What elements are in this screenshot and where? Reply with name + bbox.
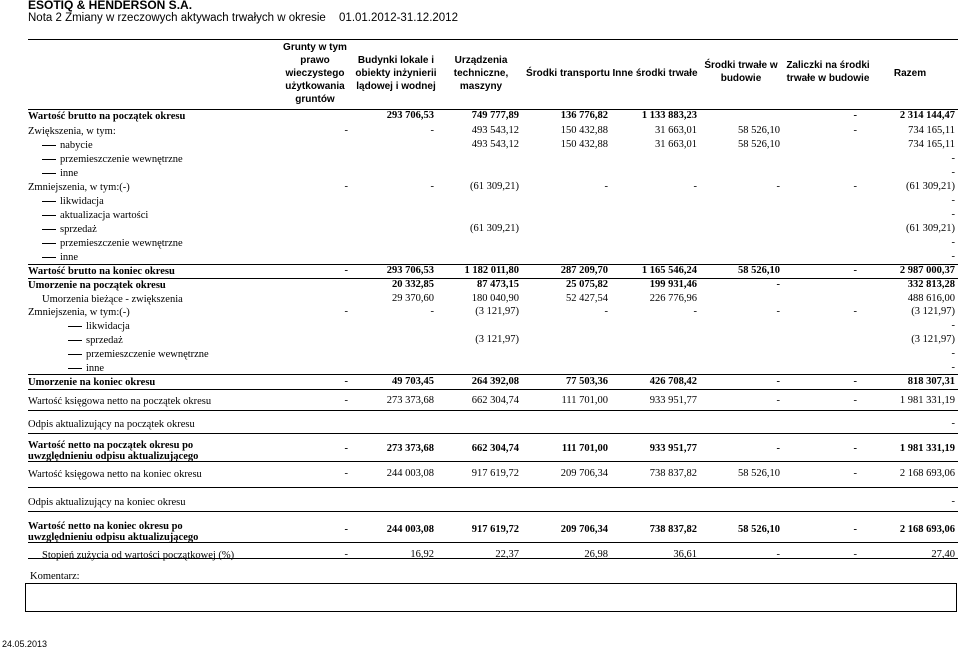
- cell-value: -: [853, 395, 857, 406]
- row-label-text: przemieszczenie wewnętrzne: [60, 154, 183, 165]
- cell-value: 29 370,60: [392, 293, 434, 304]
- cell-value: 58 526,10: [738, 125, 780, 136]
- row-label-text: inne: [86, 363, 105, 374]
- cell-value: -: [951, 209, 955, 220]
- cell-value: 180 040,90: [471, 293, 519, 304]
- company-name: ESOTIQ & HENDERSON S.A.: [28, 0, 193, 12]
- table-row: [28, 521, 958, 541]
- row-label: [28, 418, 195, 432]
- row-label: [28, 496, 185, 510]
- cell-value: -: [853, 468, 857, 479]
- note-period: 01.01.2012-31.12.2012: [339, 12, 458, 24]
- cell-value: (61 309,21): [906, 181, 955, 192]
- cell-value: 1 133 883,23: [641, 110, 697, 121]
- cell-value: (3 121,97): [911, 334, 955, 345]
- cell-value: (3 121,97): [475, 306, 519, 317]
- cell-value: -: [951, 251, 955, 262]
- cell-value: 199 931,46: [649, 279, 697, 290]
- cell-value: 933 951,77: [649, 443, 697, 454]
- cell-value: -: [853, 549, 857, 560]
- dash-bullet: [42, 229, 56, 230]
- row-label-text: Umorzenie na koniec okresu: [28, 377, 156, 388]
- cell-value: 662 304,74: [471, 395, 519, 406]
- table-row: [28, 110, 958, 124]
- row-label-text: przemieszczenie wewnętrzne: [86, 349, 209, 360]
- cell-value: -: [951, 237, 955, 248]
- cell-value: 150 432,88: [560, 125, 608, 136]
- cell-value: 58 526,10: [738, 468, 780, 479]
- cell-value: -: [951, 167, 955, 178]
- cell-value: 31 663,01: [655, 125, 697, 136]
- row-label-text: Wartość księgowa netto na początek okresu: [28, 396, 212, 407]
- row-label: [42, 549, 234, 563]
- cell-value: -: [430, 181, 434, 192]
- table-row: [28, 348, 958, 362]
- cell-value: 209 706,34: [560, 524, 608, 535]
- cell-value: 1 182 011,80: [464, 265, 519, 276]
- cell-value: (3 121,97): [475, 334, 519, 345]
- cell-value: 662 304,74: [471, 443, 519, 454]
- cell-value: 273 373,68: [386, 443, 434, 454]
- cell-value: 1 165 546,24: [641, 265, 697, 276]
- row-label: [42, 139, 93, 153]
- row-label-text: Zmniejszenia, w tym:(-): [28, 182, 130, 193]
- row-label: [42, 251, 78, 265]
- cell-value: -: [951, 320, 955, 331]
- table-row: [28, 440, 958, 460]
- cell-value: 27,40: [931, 549, 955, 560]
- cell-value: 31 663,01: [655, 139, 697, 150]
- note-title-text: Nota 2 Zmiany w rzeczowych aktywach trwałych w okresie: [28, 12, 326, 24]
- row-label: [28, 181, 130, 195]
- row-label: [28, 521, 238, 543]
- cell-value: (61 309,21): [470, 181, 519, 192]
- cell-value: -: [776, 443, 780, 454]
- table-rule: [28, 433, 958, 434]
- table-row: [28, 334, 958, 348]
- row-label: [42, 223, 97, 237]
- cell-value: -: [430, 125, 434, 136]
- cell-value: 734 165,11: [908, 125, 955, 136]
- dash-bullet: [68, 368, 82, 369]
- cell-value: 49 703,45: [392, 376, 434, 387]
- row-label-text: inne: [60, 252, 79, 263]
- cell-value: -: [430, 306, 434, 317]
- dash-bullet: [68, 326, 82, 327]
- row-label-text: Wartość netto na początek okresu po uwzględnieniu odpisu aktualizującego: [28, 440, 199, 462]
- cell-value: (61 309,21): [470, 223, 519, 234]
- table-rule: [28, 487, 958, 488]
- table-rule: [28, 461, 958, 462]
- table-row: [28, 376, 958, 390]
- cell-value: 2 168 693,06: [899, 524, 955, 535]
- cell-value: 111 701,00: [561, 443, 608, 454]
- row-label: [42, 167, 78, 181]
- cell-value: 2 314 144,47: [899, 110, 955, 121]
- cell-value: 58 526,10: [738, 139, 780, 150]
- row-label-text: sprzedaż: [86, 335, 123, 346]
- cell-value: -: [776, 549, 780, 560]
- dash-bullet: [42, 145, 56, 146]
- cell-value: -: [693, 181, 697, 192]
- table-row: [28, 306, 958, 320]
- cell-value: -: [344, 468, 348, 479]
- cell-value: 738 837,82: [649, 468, 697, 479]
- cell-value: 493 543,12: [471, 125, 519, 136]
- cell-value: 58 526,10: [738, 524, 780, 535]
- cell-value: -: [853, 181, 857, 192]
- table-row: [28, 549, 958, 563]
- row-label: [28, 440, 238, 462]
- table-row: [28, 223, 958, 237]
- row-label: [28, 468, 202, 482]
- cell-value: 287 209,70: [560, 265, 608, 276]
- table-row: [28, 496, 958, 510]
- cell-value: -: [344, 306, 348, 317]
- table-rule: [28, 511, 958, 512]
- cell-value: 244 003,08: [386, 468, 434, 479]
- row-label: [28, 376, 155, 390]
- row-label-text: Odpis aktualizujący na koniec okresu: [28, 497, 186, 508]
- table-row: [28, 139, 958, 153]
- dash-bullet: [42, 215, 56, 216]
- cell-value: 16,92: [410, 549, 434, 560]
- cell-value: 488 616,00: [907, 293, 955, 304]
- table-rule: [28, 558, 958, 559]
- footer-date: 24.05.2013: [2, 639, 48, 649]
- cell-value: -: [776, 181, 780, 192]
- cell-value: -: [344, 524, 348, 535]
- header-top-rule: [28, 39, 958, 40]
- cell-value: 738 837,82: [649, 524, 697, 535]
- column-header: Budynki lokale i obiekty inżynierii lądowej i wodnej: [355, 55, 437, 92]
- cell-value: 917 619,72: [471, 468, 519, 479]
- cell-value: 111 701,00: [561, 395, 608, 406]
- table-row: [28, 181, 958, 195]
- dash-bullet: [68, 354, 82, 355]
- cell-value: 58 526,10: [738, 265, 780, 276]
- cell-value: -: [344, 181, 348, 192]
- table-row: [28, 395, 958, 409]
- column-header: Razem: [893, 68, 927, 79]
- row-label-text: likwidacja: [86, 321, 130, 332]
- dash-bullet: [42, 243, 56, 244]
- cell-value: -: [853, 524, 857, 535]
- table-rule: [28, 374, 958, 375]
- row-label-text: Umorzenia bieżące - zwiększenia: [42, 294, 183, 305]
- cell-value: -: [776, 306, 780, 317]
- row-label-text: Umorzenie na początek okresu: [28, 280, 166, 291]
- cell-value: -: [853, 125, 857, 136]
- cell-value: 1 981 331,19: [899, 443, 955, 454]
- cell-value: -: [853, 110, 857, 121]
- row-label: [28, 265, 175, 279]
- cell-value: 136 776,82: [560, 110, 608, 121]
- note-title: [28, 12, 458, 24]
- cell-value: -: [776, 395, 780, 406]
- table-row: [28, 167, 958, 181]
- row-label: [28, 110, 185, 124]
- column-header: Środki transportu: [526, 68, 610, 79]
- row-label-text: nabycie: [60, 140, 93, 151]
- cell-value: 77 503,36: [566, 376, 608, 387]
- dash-bullet: [42, 159, 56, 160]
- table-row: [28, 195, 958, 209]
- cell-value: 734 165,11: [908, 139, 955, 150]
- row-label: [68, 320, 130, 334]
- table-row: [28, 237, 958, 251]
- table-row: [28, 468, 958, 482]
- row-label-text: Wartość księgowa netto na koniec okresu: [28, 469, 202, 480]
- row-label-text: aktualizacja wartości: [60, 210, 149, 221]
- cell-value: 209 706,34: [560, 468, 608, 479]
- table-row: [28, 265, 958, 279]
- column-header: Urządzenia techniczne, maszyny: [453, 55, 509, 92]
- table-row: [28, 320, 958, 334]
- row-label: [28, 395, 211, 409]
- row-label: [42, 237, 183, 251]
- cell-value: -: [344, 443, 348, 454]
- cell-value: 264 392,08: [471, 376, 519, 387]
- table-rule: [28, 389, 958, 390]
- cell-value: 332 813,28: [907, 279, 955, 290]
- cell-value: -: [853, 443, 857, 454]
- cell-value: -: [951, 362, 955, 373]
- cell-value: -: [604, 306, 608, 317]
- table-row: [28, 209, 958, 223]
- row-label-text: inne: [60, 168, 79, 179]
- cell-value: -: [344, 549, 348, 560]
- cell-value: 52 427,54: [566, 293, 608, 304]
- column-header: Środki trwałe w budowie: [704, 60, 778, 84]
- cell-value: 493 543,12: [471, 139, 519, 150]
- cell-value: -: [344, 125, 348, 136]
- cell-value: 244 003,08: [386, 524, 434, 535]
- row-label-text: likwidacja: [60, 196, 104, 207]
- row-label-text: Zwiększenia, w tym:: [28, 126, 116, 137]
- table-rule: [28, 278, 958, 279]
- table-row: [28, 153, 958, 167]
- cell-value: -: [951, 195, 955, 206]
- table-row: [28, 293, 958, 307]
- row-label: [42, 153, 183, 167]
- cell-value: 36,61: [673, 549, 697, 560]
- cell-value: 226 776,96: [649, 293, 697, 304]
- cell-value: 426 708,42: [649, 376, 697, 387]
- table-row: [28, 279, 958, 293]
- row-label: [28, 279, 166, 293]
- row-label: [68, 348, 209, 362]
- cell-value: -: [776, 279, 780, 290]
- cell-value: -: [344, 265, 348, 276]
- column-header: Grunty w tym prawo wieczystego użytkowania gruntów: [283, 42, 347, 105]
- cell-value: -: [344, 395, 348, 406]
- row-label: [68, 334, 123, 348]
- table-rule: [28, 410, 958, 411]
- cell-value: 818 307,31: [907, 376, 955, 387]
- cell-value: -: [776, 376, 780, 387]
- cell-value: 26,98: [584, 549, 608, 560]
- cell-value: (3 121,97): [911, 306, 955, 317]
- cell-value: -: [344, 376, 348, 387]
- row-label-text: przemieszczenie wewnętrzne: [60, 238, 183, 249]
- row-label-text: Stopień zużycia od wartości początkowej (%): [42, 550, 235, 561]
- row-label-text: Zmniejszenia, w tym:(-): [28, 307, 130, 318]
- cell-value: 20 332,85: [392, 279, 434, 290]
- row-label-text: Odpis aktualizujący na początek okresu: [28, 419, 195, 430]
- cell-value: -: [604, 181, 608, 192]
- cell-value: -: [951, 496, 955, 507]
- cell-value: -: [951, 348, 955, 359]
- cell-value: -: [951, 153, 955, 164]
- cell-value: 749 777,89: [471, 110, 519, 121]
- dash-bullet: [42, 173, 56, 174]
- row-label-text: Wartość brutto na początek okresu: [28, 111, 186, 122]
- cell-value: (61 309,21): [906, 223, 955, 234]
- cell-value: 2 168 693,06: [899, 468, 955, 479]
- column-header: Inne środki trwałe: [612, 68, 698, 79]
- dash-bullet: [42, 201, 56, 202]
- table-row: [28, 418, 958, 432]
- cell-value: -: [853, 306, 857, 317]
- table-rule: [28, 542, 958, 543]
- row-label-text: sprzedaż: [60, 224, 97, 235]
- table-row: [28, 251, 958, 265]
- row-label: [28, 306, 130, 320]
- row-label: [28, 125, 116, 139]
- cell-value: 293 706,53: [386, 265, 434, 276]
- cell-value: 293 706,53: [386, 110, 434, 121]
- table-rule: [28, 264, 958, 265]
- cell-value: 25 075,82: [566, 279, 608, 290]
- column-header: Zaliczki na środki trwałe w budowie: [786, 60, 870, 84]
- table-row: [28, 125, 958, 139]
- cell-value: 933 951,77: [649, 395, 697, 406]
- row-label: [42, 195, 104, 209]
- cell-value: -: [853, 376, 857, 387]
- cell-value: 917 619,72: [471, 524, 519, 535]
- cell-value: -: [693, 306, 697, 317]
- comment-box: [25, 583, 957, 612]
- comment-label: Komentarz:: [30, 571, 80, 582]
- cell-value: 87 473,15: [477, 279, 519, 290]
- row-label: [42, 293, 183, 307]
- cell-value: 2 987 000,37: [899, 265, 955, 276]
- cell-value: -: [853, 265, 857, 276]
- row-label-text: Wartość netto na koniec okresu po uwzględnieniu odpisu aktualizującego: [28, 521, 199, 543]
- cell-value: 1 981 331,19: [899, 395, 955, 406]
- row-label: [42, 209, 148, 223]
- cell-value: 150 432,88: [560, 139, 608, 150]
- row-label-text: Wartość brutto na koniec okresu: [28, 266, 175, 277]
- cell-value: 22,37: [495, 549, 519, 560]
- dash-bullet: [42, 257, 56, 258]
- cell-value: -: [951, 418, 955, 429]
- cell-value: 273 373,68: [386, 395, 434, 406]
- dash-bullet: [68, 340, 82, 341]
- table-rule: [28, 109, 958, 110]
